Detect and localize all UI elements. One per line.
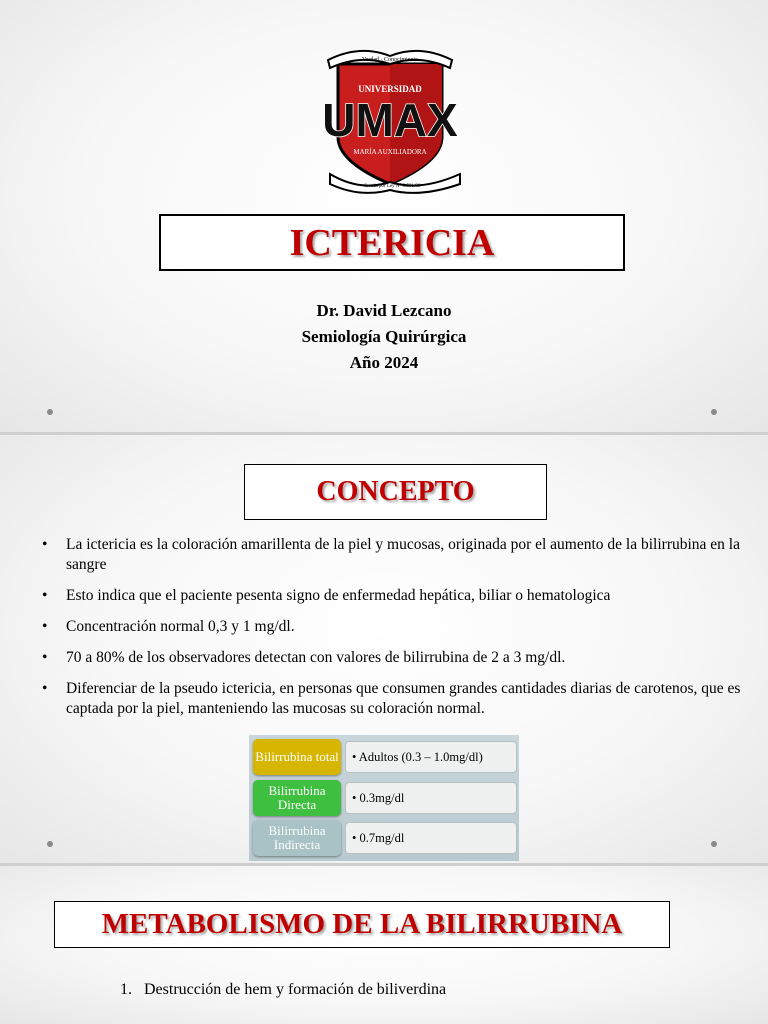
item-text: Destrucción de hem y formación de biliverdina: [144, 981, 447, 998]
numbered-item: [120, 981, 446, 999]
slide-title: ICTERICIA: [289, 221, 495, 264]
bilirubin-row: [253, 820, 515, 856]
metabolism-title-box: [54, 901, 670, 948]
bullet-item: • La ictericia es la coloración amarillenta de la piel y mucosas, originada por el aumento de la bilirrubina en la sangre: [42, 535, 742, 575]
ribbon-top-text: Verdad · Conocimiento: [362, 57, 418, 63]
concept-slide: [0, 435, 768, 863]
slide-dot: [47, 841, 53, 847]
concept-bullet-list: [42, 535, 742, 730]
bullet-item: • Diferenciar de la pseudo ictericia, en personas que consumen grandes cantidades diarias de carotenos, que es captada por la piel, manteniendo las mucosas su coloración normal.: [42, 679, 742, 719]
course-name: Semiología Quirúrgica: [301, 327, 467, 346]
logo-subtitle-text: MARÍA AUXILIADORA: [353, 148, 427, 156]
year-label: Año 2024: [349, 353, 419, 372]
bullet-item: • Concentración normal 0,3 y 1 mg/dl.: [42, 617, 742, 637]
bilirubin-label: Bilirrubina Indirecta: [253, 820, 341, 856]
logo-universidad-text: UNIVERSIDAD: [358, 84, 422, 94]
slide-dot: [711, 409, 717, 415]
slide-dot: [711, 841, 717, 847]
bilirubin-label: Bilirrubina total: [253, 739, 341, 775]
author-name: Dr. David Lezcano: [316, 301, 452, 320]
bilirubin-value: • 0.7mg/dl: [345, 822, 517, 854]
slide-dot: [47, 409, 53, 415]
bullet-item: • 70 a 80% de los observadores detectan con valores de bilirrubina de 2 a 3 mg/dl.: [42, 648, 742, 668]
title-box: [159, 214, 625, 271]
concept-title: CONCEPTO: [316, 476, 475, 507]
title-slide: [0, 0, 768, 432]
concept-title-box: [244, 464, 547, 520]
umax-logo: [300, 42, 480, 194]
bullet-item: • Esto indica que el paciente pesenta signo de enfermedad hepática, biliar o hematologica: [42, 586, 742, 606]
bilirubin-value: • Adultos (0.3 – 1.0mg/dl): [345, 741, 517, 773]
ribbon-bottom-text: Creada por Ley N° 3.501/08: [363, 184, 421, 189]
bilirubin-value: • 0.3mg/dl: [345, 782, 517, 814]
bilirubin-row: [253, 780, 515, 816]
logo-brand-text: UMAX: [322, 94, 458, 146]
metabolism-title: METABOLISMO DE LA BILIRRUBINA: [101, 908, 623, 940]
bilirubin-table: [249, 735, 519, 861]
metabolism-slide: [0, 866, 768, 1024]
bilirubin-label: Bilirrubina Directa: [253, 780, 341, 816]
bilirubin-row: [253, 739, 515, 775]
item-number: 1.: [120, 981, 132, 998]
